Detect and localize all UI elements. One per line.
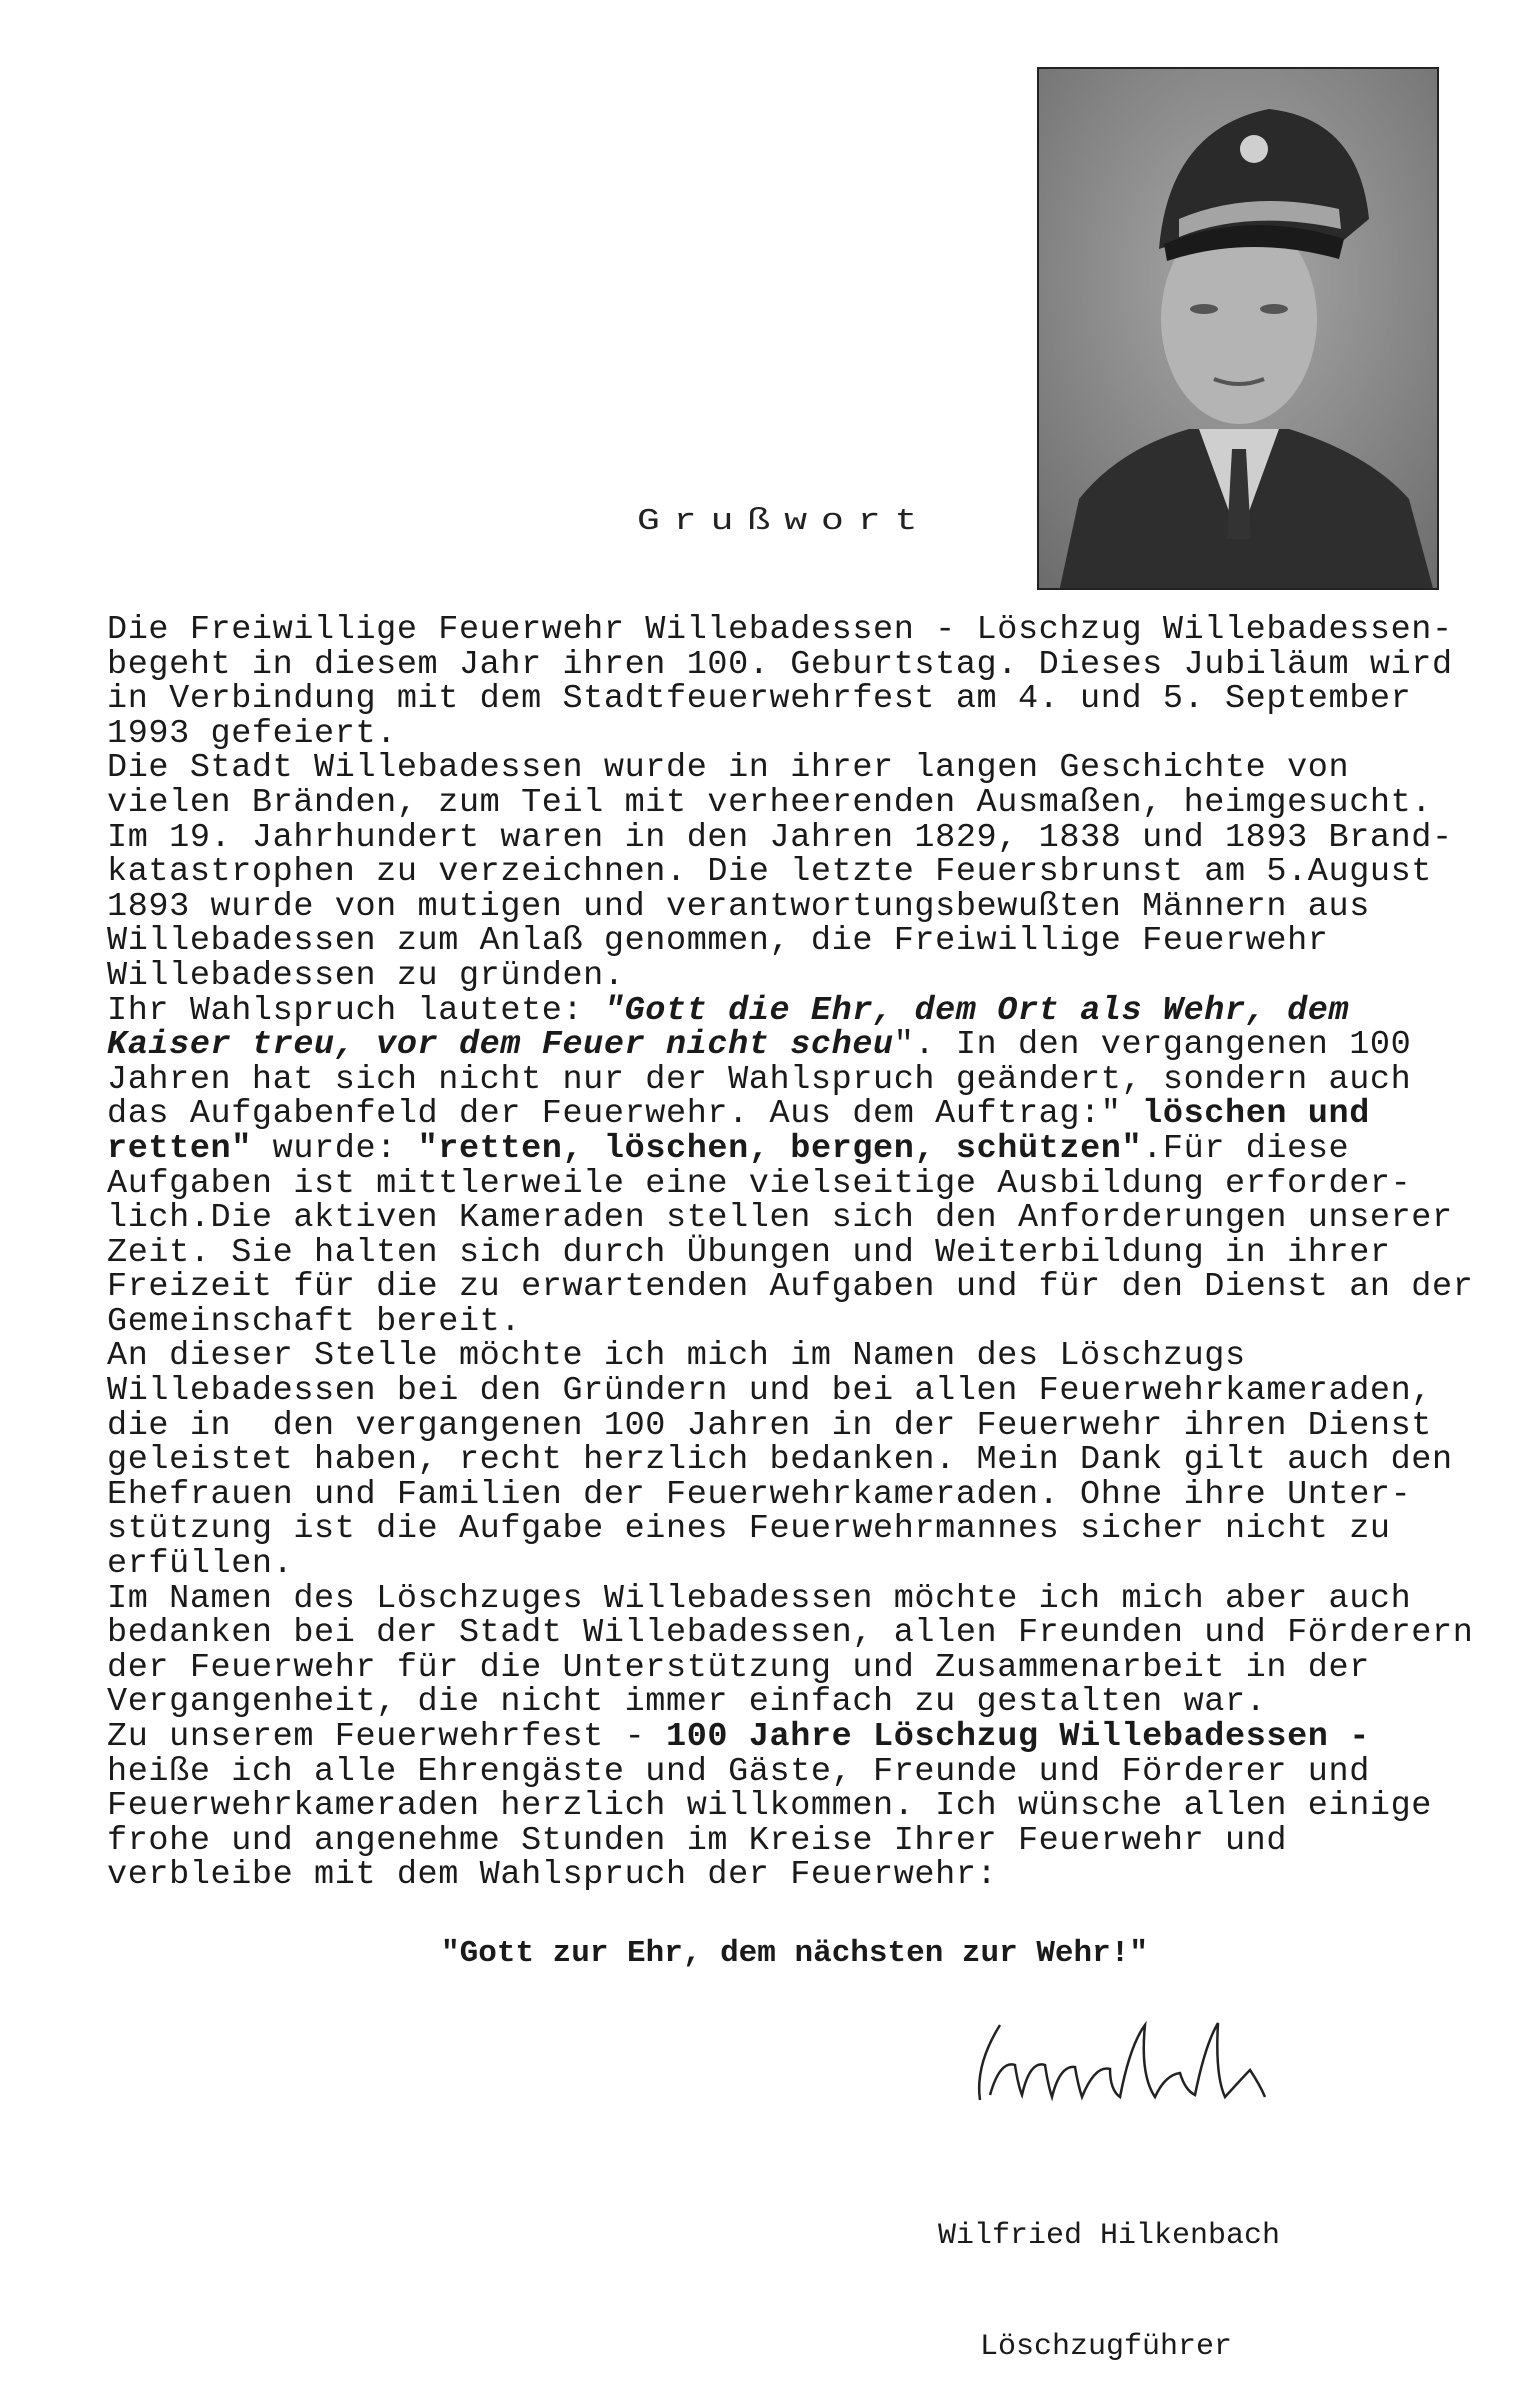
italic-text: "Gott die Ehr, dem Ort als Wehr, dem (603, 991, 1350, 1030)
text-segment: Gemeinschaft bereit. (107, 1302, 522, 1341)
text-segment: verbleibe mit dem Wahlspruch der Feuerwehr: (107, 1856, 998, 1895)
portrait-image (1039, 69, 1439, 590)
text-segment: Willebadessen zu gründen. (107, 956, 625, 995)
text-segment: Aufgaben ist mittlerweile eine vielseitige Ausbildung erforder- (107, 1164, 1412, 1203)
text-line (107, 1129, 1473, 1168)
text-line (107, 1752, 1473, 1791)
bold-text: 100 Jahre Löschzug Willebadessen - (666, 1718, 1370, 1756)
text-line (107, 645, 1473, 684)
text-segment: Die Freiwillige Feuerwehr Willebadessen - Löschzug Willebadessen- (107, 611, 1453, 649)
text-line (107, 887, 1473, 926)
text-line (107, 1339, 1473, 1374)
text-line (107, 783, 1473, 822)
text-segment: Freizeit für die zu erwartenden Aufgaben und für den Dienst an der (107, 1268, 1474, 1307)
bold-text: retten" (107, 1129, 252, 1168)
text-line (107, 991, 1473, 1030)
text-line (107, 1858, 1473, 1893)
text-segment: ". In den vergangenen 100 (893, 1026, 1412, 1065)
letter-body (107, 613, 1473, 1893)
text-line (107, 1097, 1473, 1132)
text-segment: Willebadessen bei den Gründern und bei allen Feuerwehrkameraden, (107, 1372, 1433, 1411)
text-line (107, 1302, 1473, 1341)
text-line (107, 1720, 1473, 1755)
text-line (107, 1060, 1473, 1099)
text-segment: der Feuerwehr für die Unterstützung und Zusammenarbeit in der (107, 1648, 1370, 1687)
text-segment: Feuerwehrkameraden herzlich willkommen. Ich wünsche allen einige (107, 1787, 1433, 1826)
signature-block (938, 2144, 1280, 2403)
text-line (107, 1374, 1473, 1409)
text-line (107, 1789, 1473, 1824)
text-line (107, 1443, 1473, 1478)
text-segment: 1893 wurde von mutigen und verantwortungsbewußten Männern aus (107, 887, 1370, 926)
text-line (107, 818, 1473, 857)
text-line (107, 1201, 1473, 1236)
text-segment: Zu unserem Feuerwehrfest - (107, 1718, 666, 1756)
text-line (107, 1512, 1473, 1547)
text-segment: Im Namen des Löschzuges Willebadessen möchte ich mich aber auch (107, 1579, 1412, 1618)
text-line (107, 1579, 1473, 1618)
text-segment: 1993 gefeiert. (107, 714, 397, 753)
text-segment: Die Stadt Willebadessen wurde in ihrer langen Geschichte von (107, 749, 1350, 788)
text-line (107, 855, 1473, 890)
text-line (107, 682, 1473, 717)
text-segment: stützung ist die Aufgabe eines Feuerwehrmannes sicher nicht zu (107, 1510, 1391, 1549)
text-line (107, 1648, 1473, 1687)
text-segment: Ihr Wahlspruch lautete: (107, 991, 604, 1030)
text-line (107, 1475, 1473, 1514)
text-line (107, 1821, 1473, 1860)
text-segment: begeht in diesem Jahr ihren 100. Geburtstag. Dieses Jubiläum wird (107, 645, 1453, 684)
text-segment: das Aufgabenfeld der Feuerwehr. Aus dem Auftrag:" (107, 1095, 1143, 1134)
text-segment: wurde: (251, 1129, 418, 1168)
text-segment: An dieser Stelle möchte ich mich im Namen des Löschzugs (107, 1337, 1246, 1376)
text-segment: Vergangenheit, die nicht immer einfach zu gestalten war. (107, 1683, 1267, 1722)
text-segment: bedanken bei der Stadt Willebadessen, allen Freunden und Förderern (107, 1614, 1474, 1653)
text-segment: erfüllen. (107, 1545, 294, 1584)
text-segment: frohe und angenehme Stunden im Kreise Ihrer Feuerwehr und (107, 1821, 1288, 1860)
text-line (107, 1547, 1473, 1582)
text-segment: Jahren hat sich nicht nur der Wahlspruch geändert, sondern auch (107, 1060, 1412, 1099)
text-line (107, 1685, 1473, 1720)
bold-text: "retten, löschen, bergen, schützen" (417, 1129, 1143, 1168)
text-segment: heiße ich alle Ehrengäste und Gäste, Freunde und Förderer und (107, 1752, 1370, 1791)
text-segment: katastrophen zu verzeichnen. Die letzte Feuersbrunst am 5.August (107, 853, 1433, 892)
text-segment: Willebadessen zum Anlaß genommen, die Freiwillige Feuerwehr (107, 922, 1329, 961)
text-line (107, 613, 1473, 648)
text-segment: lich.Die aktiven Kameraden stellen sich den Anforderungen unserer (107, 1199, 1453, 1238)
bold-text: löschen und (1142, 1095, 1370, 1134)
handwritten-signature (960, 2005, 1340, 2115)
motto-quote: "Gott zur Ehr, dem nächsten zur Wehr!" (441, 1936, 1148, 1971)
italic-text: Kaiser treu, vor dem Feuer nicht scheu (107, 1026, 894, 1065)
text-line (107, 1233, 1473, 1272)
text-segment: .Für diese (1142, 1129, 1350, 1168)
text-segment: die in den vergangenen 100 Jahren in der Feuerwehr ihren Dienst (107, 1406, 1433, 1445)
text-segment: Ehefrauen und Familien der Feuerwehrkameraden. Ohne ihre Unter- (107, 1475, 1412, 1514)
text-line (107, 1616, 1473, 1651)
text-line (107, 956, 1473, 995)
text-segment: Zeit. Sie halten sich durch Übungen und Weiterbildung in ihrer (107, 1233, 1391, 1272)
page-title: Grußwort (637, 504, 932, 539)
text-line (107, 751, 1473, 786)
text-segment: vielen Bränden, zum Teil mit verheerenden Ausmaßen, heimgesucht. (107, 783, 1433, 822)
text-line (107, 1406, 1473, 1445)
text-segment: Im 19. Jahrhundert waren in den Jahren 1829, 1838 und 1893 Brand- (107, 818, 1453, 857)
signer-role: Löschzugführer (980, 2330, 1233, 2364)
text-segment: in Verbindung mit dem Stadtfeuerwehrfest am 4. und 5. September (107, 680, 1412, 719)
portrait-photo (1037, 67, 1439, 590)
text-line (107, 1028, 1473, 1063)
text-line (107, 1270, 1473, 1305)
text-line (107, 924, 1473, 959)
text-line (107, 714, 1473, 753)
text-line (107, 1164, 1473, 1203)
text-segment: geleistet haben, recht herzlich bedanken. Mein Dank gilt auch den (107, 1441, 1453, 1480)
signer-name: Wilfried Hilkenbach (938, 2219, 1281, 2253)
